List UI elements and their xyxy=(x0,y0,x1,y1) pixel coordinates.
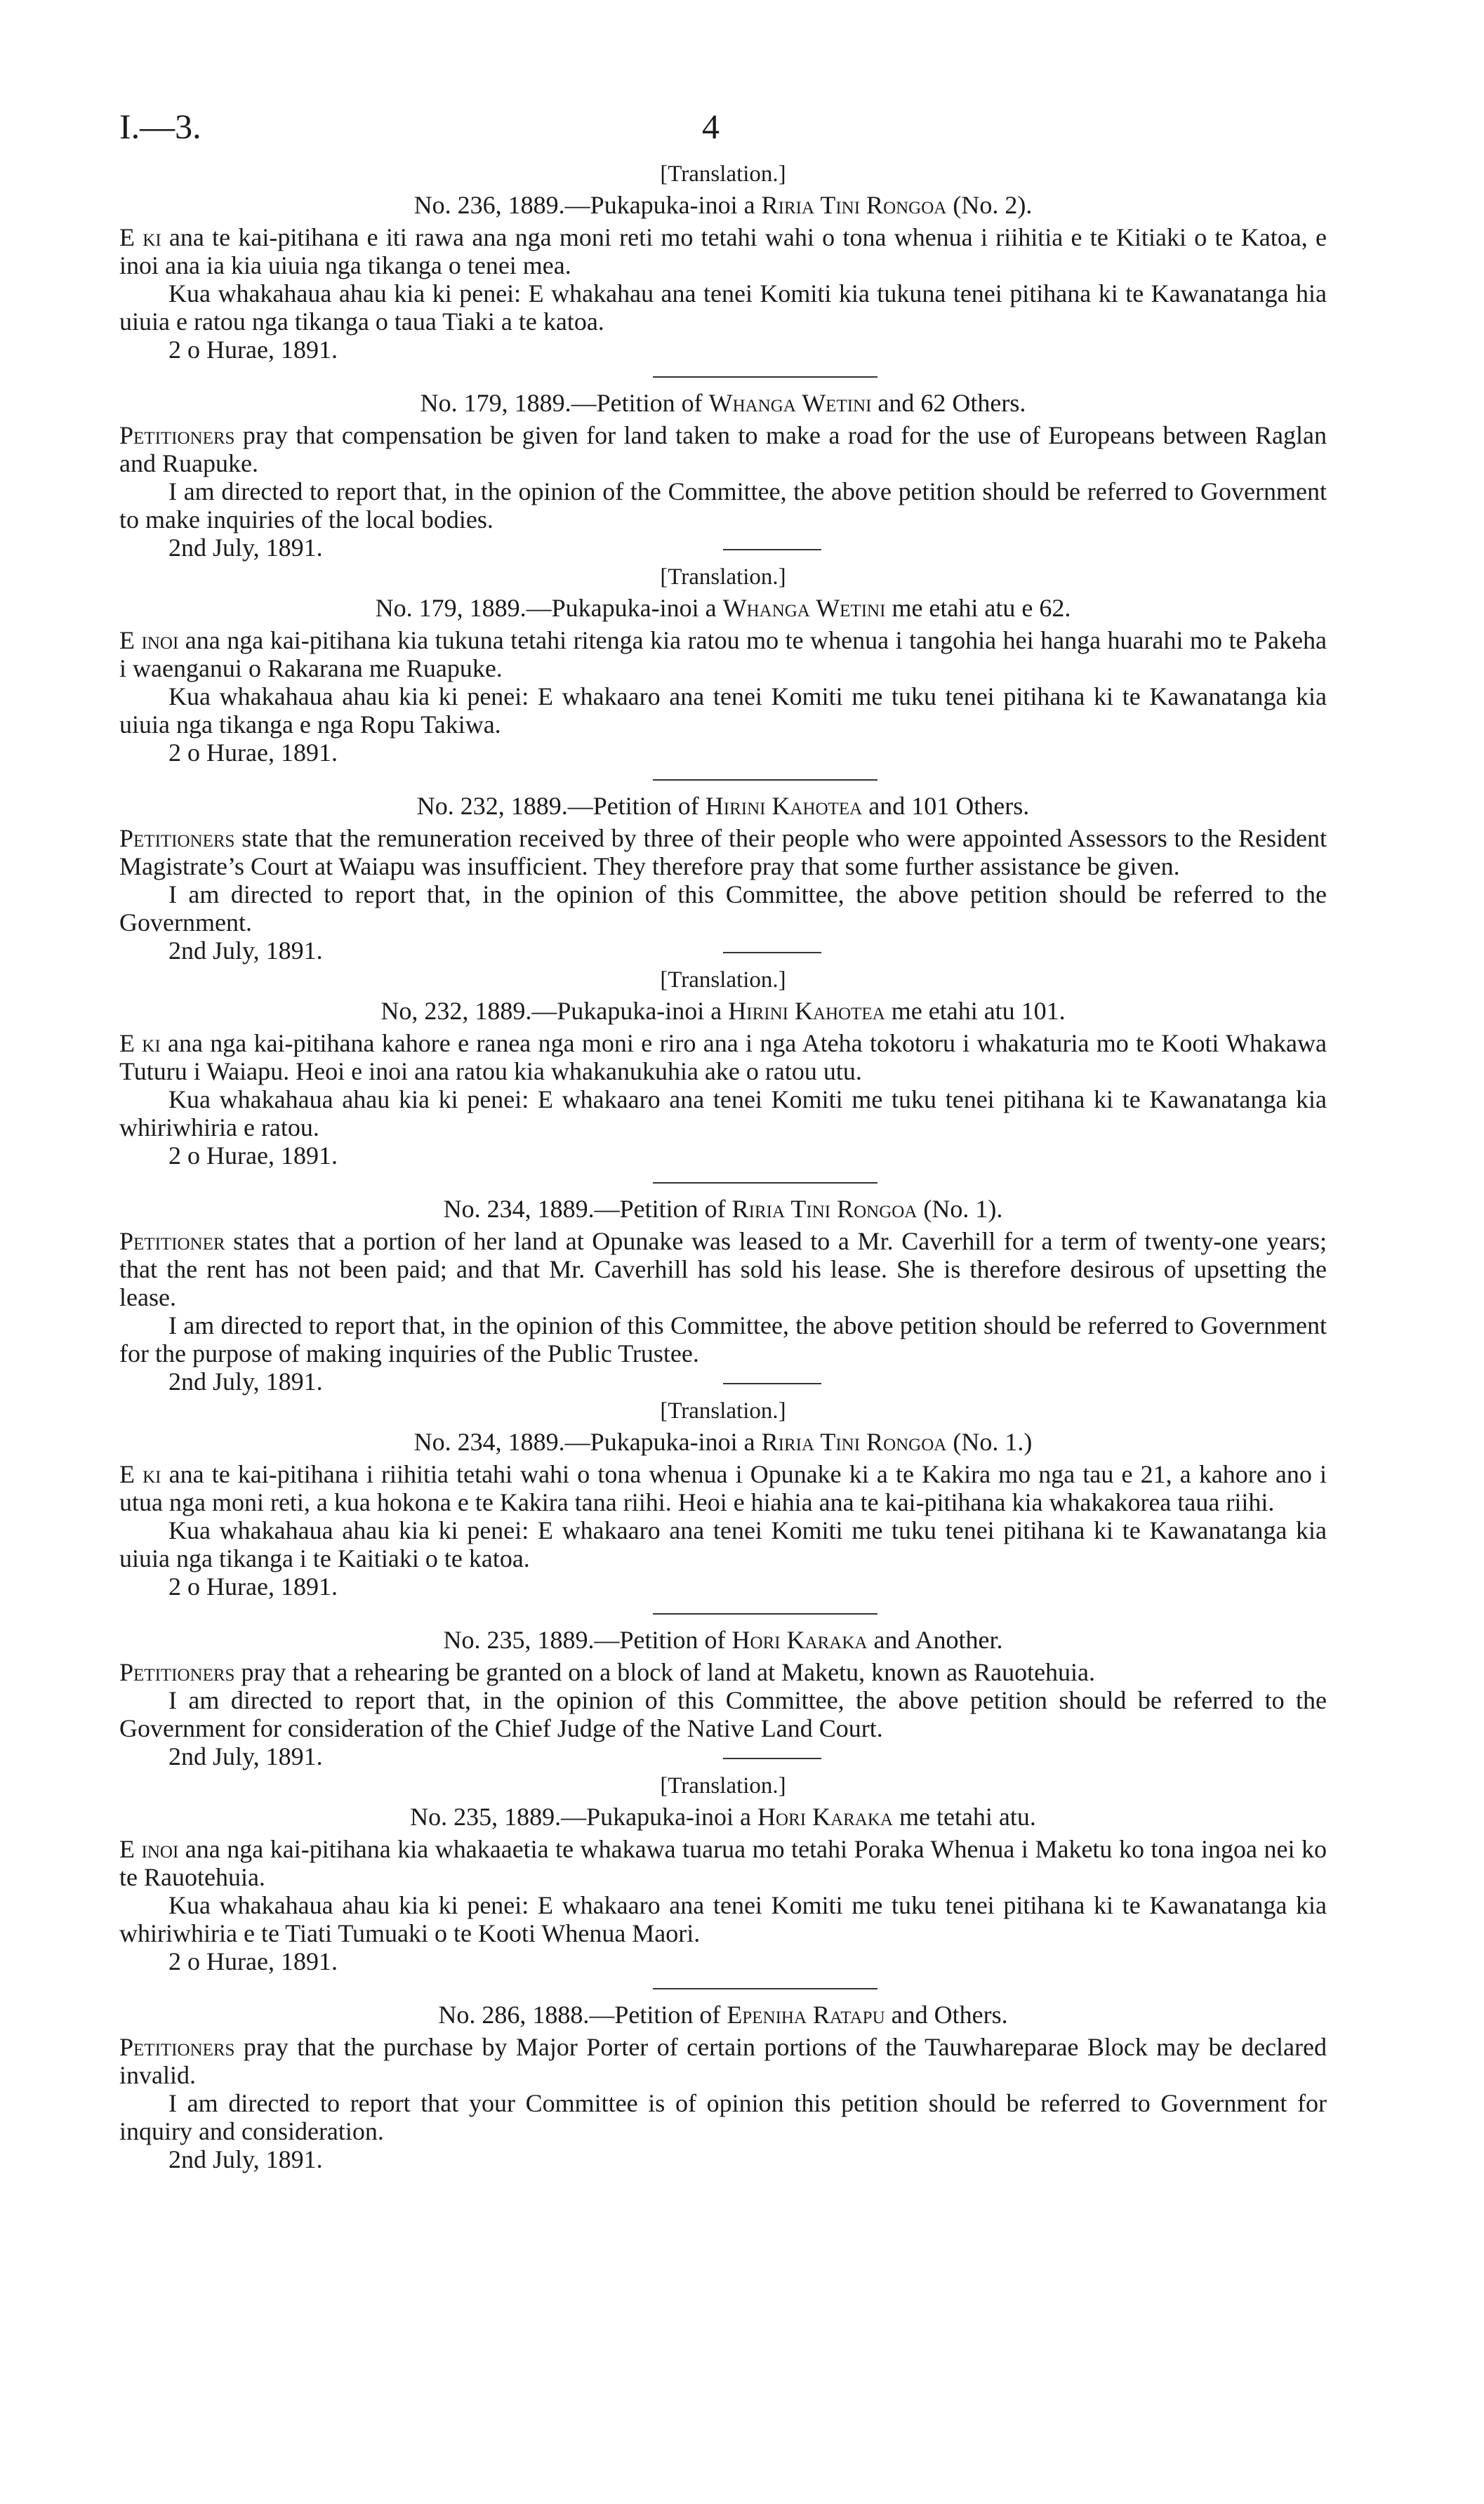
committee-report: I am directed to report that your Committee is of opinion this petition should be referred to Government for inquiry and consideration. xyxy=(119,2089,1327,2145)
committee-report: I am directed to report that, in the opinion of this Committee, the above petition should be referred to Government for the purpose of making inquiries of the Public Trustee. xyxy=(119,1311,1327,1367)
report-date: 2nd July, 1891. xyxy=(168,1367,323,1396)
petition-heading: No. 234, 1889.—Pukapuka-inoi a Riria Tini Rongoa (No. 1.) xyxy=(413,1428,1033,1456)
petition-section xyxy=(119,966,1327,1170)
report-date: 2 o Hurae, 1891. xyxy=(168,1947,338,1975)
petition-heading: No. 235, 1889.—Pukapuka-inoi a Hori Karaka me tetahi atu. xyxy=(410,1803,1036,1831)
committee-report: Kua whakahaua ahau kia ki penei: E whakaaro ana tenei Komiti me tuku tenei pitihana ki te Kawanatanga kia whiriwhiria e ratou. xyxy=(119,1085,1327,1141)
petitioner-name: Epeniha Ratapu xyxy=(727,2001,885,2029)
section-divider xyxy=(653,1613,877,1615)
report-date: 2 o Hurae, 1891. xyxy=(168,1141,338,1170)
petition-section xyxy=(119,1772,1327,1975)
petition-summary: E inoi ana nga kai-pitihana kia whakaaetia te whakawa tuarua mo tetahi Poraka Whenua i Maketu ko tona ingoa nei ko te Rauotehuia. xyxy=(119,1835,1327,1891)
section-divider xyxy=(653,1182,877,1184)
page-header xyxy=(119,105,1327,147)
petitioner-name: Riria Tini Rongoa xyxy=(731,1195,917,1223)
report-date: 2 o Hurae, 1891. xyxy=(168,738,338,767)
committee-report: I am directed to report that, in the opinion of this Committee, the above petition should be referred to the Government. xyxy=(119,880,1327,936)
report-date: 2 o Hurae, 1891. xyxy=(168,336,338,364)
report-date: 2 o Hurae, 1891. xyxy=(168,1572,338,1601)
document-page xyxy=(119,105,1327,2173)
section-divider xyxy=(723,952,821,953)
petition-section xyxy=(119,389,1327,562)
committee-report: I am directed to report that, in the opinion of the Committee, the above petition should be referred to Government to make inquiries of the local bodies. xyxy=(119,477,1327,534)
translation-label: [Translation.] xyxy=(660,967,786,993)
petition-section xyxy=(119,2001,1327,2173)
committee-report: Kua whakahaua ahau kia ki penei: E whakahau ana tenei Komiti kia tukuna tenei pitihana ki te Kawanatanga hia uiuia e ratou nga tikanga o taua Tiaki a te katoa. xyxy=(119,279,1327,336)
petition-heading: No. 235, 1889.—Petition of Hori Karaka and Another. xyxy=(443,1626,1003,1654)
petition-heading: No. 234, 1889.—Petition of Riria Tini Rongoa (No. 1). xyxy=(443,1195,1003,1223)
petition-heading: No. 179, 1889.—Pukapuka-inoi a Whanga Wetini me etahi atu e 62. xyxy=(375,594,1071,622)
report-date: 2nd July, 1891. xyxy=(168,1742,323,1770)
petitioner-name: Hirini Kahotea xyxy=(728,997,885,1025)
petitioner-name: Hori Karaka xyxy=(731,1626,868,1654)
committee-report: I am directed to report that, in the opinion of this Committee, the above petition should be referred to the Government for consideration of the Chief Judge of the Native Land Court. xyxy=(119,1686,1327,1742)
petition-summary: E ki ana te kai-pitihana e iti rawa ana nga moni reti mo tetahi wahi o tona whenua i riihitia e te Kitiaki o te Katoa, e inoi ana ia kia uiuia nga tikanga o tenei mea. xyxy=(119,223,1327,279)
report-date: 2nd July, 1891. xyxy=(168,936,323,965)
section-divider xyxy=(723,1758,821,1759)
report-date: 2nd July, 1891. xyxy=(168,2145,323,2173)
petition-heading: No. 286, 1888.—Petition of Epeniha Ratapu and Others. xyxy=(438,2001,1008,2029)
petition-section xyxy=(119,1626,1327,1770)
petitioner-name: Hori Karaka xyxy=(757,1803,893,1831)
petition-section xyxy=(119,160,1327,364)
petition-summary: Petitioners state that the remuneration received by three of their people who were appointed Assessors to the Resident Magistrate’s Court at Waiapu was insufficient. They therefore pray that some further assistance be given. xyxy=(119,824,1327,880)
petition-heading: No. 232, 1889.—Petition of Hirini Kahotea and 101 Others. xyxy=(416,792,1030,820)
petition-summary: Petitioners pray that a rehearing be granted on a block of land at Maketu, known as Rauotehuia. xyxy=(119,1658,1096,1686)
translation-label: [Translation.] xyxy=(660,564,786,590)
petition-summary: Petitioners pray that compensation be given for land taken to make a road for the use of Europeans between Raglan and Ruapuke. xyxy=(119,421,1327,477)
page-number: 4 xyxy=(702,107,720,146)
petition-heading: No, 232, 1889.—Pukapuka-inoi a Hirini Kahotea me etahi atu 101. xyxy=(380,997,1066,1025)
translation-label: [Translation.] xyxy=(660,161,786,187)
petition-summary: E ki ana nga kai-pitihana kahore e ranea nga moni e riro ana i nga Ateha tokotoru i whakaturia mo te Kooti Whakawa Tuturu i Waiapu. Heoi e inoi ana ratou kia whakanukuhia ake o ratou utu. xyxy=(119,1029,1327,1085)
document-reference: I.—3. xyxy=(119,107,201,146)
petition-summary: E ki ana te kai-pitihana i riihitia tetahi wahi o tona whenua i Opunake ki a te Kakira mo nga tau e 21, a kahore ano i utua nga moni reti, a kua hokona e te Kakira tana riihi. Heoi e hiahia ana te kai-pitihana kia whakakorea taua riihi. xyxy=(119,1460,1327,1516)
petitioner-name: Hirini Kahotea xyxy=(705,792,863,820)
section-divider xyxy=(653,376,877,378)
committee-report: Kua whakahaua ahau kia ki penei: E whakaaro ana tenei Komiti me tuku tenei pitihana ki te Kawanatanga kia uiuia nga tikanga i te Kaitiaki o te katoa. xyxy=(119,1516,1327,1572)
committee-report: Kua whakahaua ahau kia ki penei: E whakaaro ana tenei Komiti me tuku tenei pitihana ki te Kawanatanga kia whiriwhiria e te Tiati Tumuaki o te Kooti Whenua Maori. xyxy=(119,1891,1327,1947)
petition-section xyxy=(119,1397,1327,1601)
petitioner-name: Riria Tini Rongoa xyxy=(761,1428,947,1456)
committee-report: Kua whakahaua ahau kia ki penei: E whakaaro ana tenei Komiti me tuku tenei pitihana ki te Kawanatanga kia uiuia nga tikanga e nga Ropu Takiwa. xyxy=(119,682,1327,738)
section-divider xyxy=(653,1988,877,1989)
petition-section xyxy=(119,563,1327,767)
section-divider xyxy=(723,1383,821,1384)
petition-section xyxy=(119,792,1327,965)
petition-heading: No. 236, 1889.—Pukapuka-inoi a Riria Tini Rongoa (No. 2). xyxy=(413,191,1033,219)
petition-summary: E inoi ana nga kai-pitihana kia tukuna tetahi ritenga kia ratou mo te whenua i tangohia hei hanga huarahi mo te Pakeha i waenganui o Rakarana me Ruapuke. xyxy=(119,626,1327,682)
petitioner-name: Whanga Wetini xyxy=(722,594,886,622)
petitioner-name: Whanga Wetini xyxy=(708,389,872,417)
petition-section xyxy=(119,1195,1327,1396)
section-divider xyxy=(653,779,877,781)
petition-heading: No. 179, 1889.—Petition of Whanga Wetini and 62 Others. xyxy=(420,389,1026,417)
section-divider xyxy=(723,549,821,550)
petition-summary: Petitioners pray that the purchase by Major Porter of certain portions of the Tauwhareparae Block may be declared invalid. xyxy=(119,2033,1327,2089)
translation-label: [Translation.] xyxy=(660,1398,786,1424)
translation-label: [Translation.] xyxy=(660,1773,786,1798)
petitioner-name: Riria Tini Rongoa xyxy=(761,191,947,219)
report-date: 2nd July, 1891. xyxy=(168,534,323,562)
petition-summary: Petitioner states that a portion of her land at Opunake was leased to a Mr. Caverhill for a term of twenty-one years; that the rent has not been paid; and that Mr. Caverhill has sold his lease. She is therefore desirous of upsetting the lease. xyxy=(119,1227,1327,1311)
